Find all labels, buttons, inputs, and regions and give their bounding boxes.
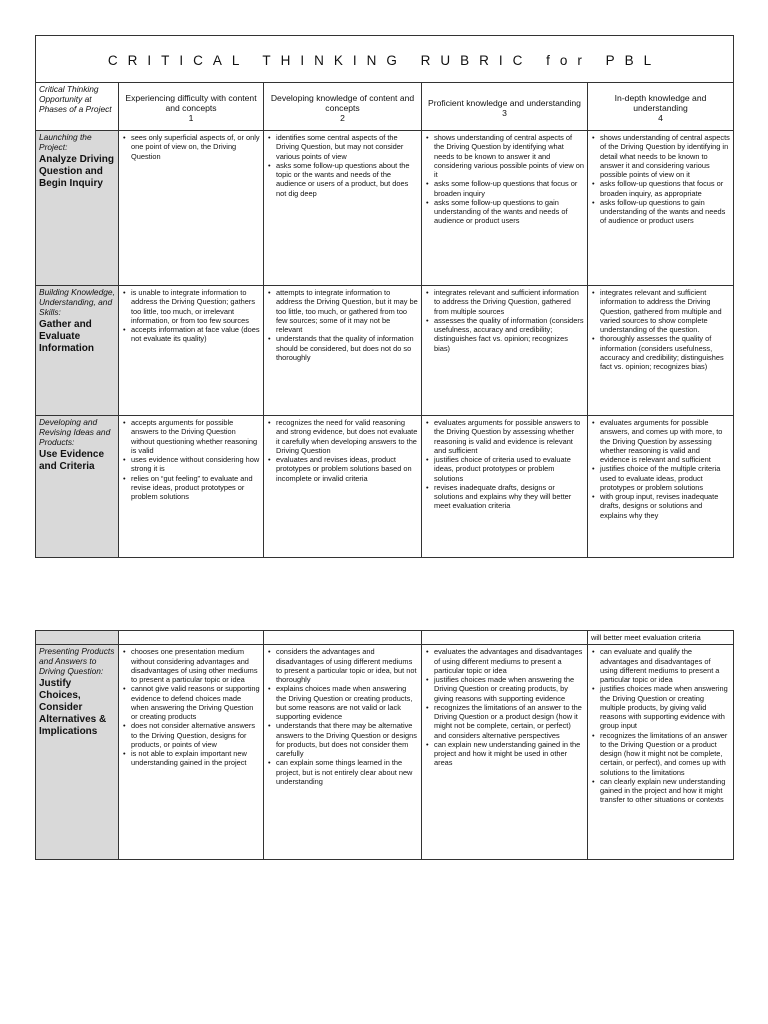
phase-cell — [36, 131, 119, 286]
level-1-cell — [119, 416, 264, 558]
level-desc: Proficient knowledge and understanding — [428, 97, 581, 108]
criterion-item: • justifies choices made when answering the Driving Question or creating multiple products, by giving valid reasons with supporting evidence with group input — [600, 684, 730, 730]
phase-cell — [36, 416, 119, 558]
phase-label: Presenting Products and Answers to Driving Question: — [39, 646, 115, 677]
level-num: 3 — [502, 108, 507, 118]
criterion-item: • uses evidence without considering how strong it is — [131, 455, 260, 474]
criterion-item: • evaluates arguments for possible answers to the Driving Question by assessing whether reasoning is valid and evidence is relevant and sufficient — [434, 418, 584, 455]
header-row — [36, 83, 734, 131]
phase-skill: Analyze Driving Question and Begin Inquiry — [39, 153, 115, 189]
level-num: 2 — [340, 113, 345, 124]
criterion-item: • cannot give valid reasons or supporting evidence to defend choices made when answering the Driving Question or creating products — [131, 684, 260, 721]
level-3-cell-empty — [422, 631, 588, 645]
rubric-row-building — [36, 286, 734, 416]
criterion-item: • with group input, revises inadequate drafts, designs or solutions and explains why they — [600, 492, 730, 520]
criterion-item: • can explain some things learned in the project, but is not entirely clear about new understanding — [276, 758, 418, 786]
level-header-4 — [588, 83, 734, 131]
phase-cell — [36, 645, 119, 860]
criterion-item: • does not consider alternative answers to the Driving Question, designs for products, or points of view — [131, 721, 260, 749]
criterion-item: • evaluates the advantages and disadvantages of using different mediums to present a particular topic or idea — [434, 647, 584, 675]
level-1-cell — [119, 286, 264, 416]
criterion-item: • recognizes the limitations of an answer to the Driving Question or a product design (how it might not be complete, certain, or perfect) and considers alternative perspectives — [434, 703, 584, 740]
phase-skill: Use Evidence and Criteria — [39, 448, 105, 472]
phase-label: Developing and Revising Ideas and Products: — [39, 417, 111, 447]
criterion-item: • understands that there may be alternative answers to the Driving Question or designs for products, but does not consider them carefully — [276, 721, 418, 758]
criterion-item: • accepts information at face value (does not evaluate its quality) — [131, 325, 260, 344]
criterion-item: • asks some follow-up questions that focus or broaden inquiry — [434, 179, 584, 198]
phase-cell — [36, 286, 119, 416]
rubric-table-page1 — [35, 35, 734, 558]
criterion-item: • asks follow-up questions that focus or broaden inquiry, as appropriate — [600, 179, 730, 198]
level-3-cell — [422, 286, 588, 416]
criterion-item: • recognizes the need for valid reasoning and strong evidence, but does not evaluate it carefully when developing answers to the Driving Question — [276, 418, 418, 455]
criterion-item: • evaluates and revises ideas, product prototypes or problem solutions based on incomplete or invalid criteria — [276, 455, 418, 483]
criterion-item: • attempts to integrate information to address the Driving Question, but it may be too little, too much, or gathered from too few sources; some of it may not be relevant — [276, 288, 418, 334]
level-3-cell — [422, 131, 588, 286]
criterion-item: • can explain new understanding gained in the project and how it might be used in other areas — [434, 740, 584, 768]
level-4-cell — [588, 645, 734, 860]
criterion-item: • recognizes the limitations of an answer to the Driving Question or a product design (how it might not be complete, certain, or perfect), and comes up with solutions to the limitations — [600, 731, 730, 777]
criterion-item: • justifies choice of criteria used to evaluate ideas, product prototypes or problem solutions — [434, 455, 584, 483]
level-4-cell — [588, 131, 734, 286]
rubric-row-launching — [36, 131, 734, 286]
level-header-3 — [422, 83, 588, 131]
criterion-item: • shows understanding of central aspects of the Driving Question by identifying in detail what needs to be known to answer it and considering various possible points of view on it — [600, 133, 730, 179]
phase-cell-empty — [36, 631, 119, 645]
criterion-item: • understands that the quality of information should be considered, but does not do so thoroughly — [276, 334, 418, 362]
level-4-cell — [588, 286, 734, 416]
criterion-item: • justifies choices made when answering the Driving Question or creating products, by giving reasons with supporting evidence — [434, 675, 584, 703]
rubric-row-presenting — [36, 645, 734, 860]
criterion-item: • asks some follow-up questions about the topic or the wants and needs of the audience or users of a product, but does not dig deep — [276, 161, 418, 198]
rubric-row-developing — [36, 416, 734, 558]
level-desc: Experiencing difficulty with content and concepts — [125, 92, 257, 113]
criterion-item: • asks some follow-up questions to gain understanding of the wants and needs of audience or product users — [434, 198, 584, 226]
continuation-row — [36, 631, 734, 645]
rubric-table-page2 — [35, 630, 734, 860]
criterion-item: • justifies choice of the multiple criteria used to evaluate ideas, product prototypes or problem solutions — [600, 464, 730, 492]
level-4-cell — [588, 416, 734, 558]
criterion-item: • integrates relevant and sufficient information to address the Driving Question, gathered from multiple sources — [434, 288, 584, 316]
level-2-cell — [264, 131, 422, 286]
criterion-item: • assesses the quality of information (considers usefulness, accuracy and credibility; distinguishes fact vs. opinion; recognizes bias) — [434, 316, 584, 353]
criterion-item: • integrates relevant and sufficient information to address the Driving Question, gathered from multiple and varied sources to show complete understanding of the question. — [600, 288, 730, 334]
continuation-text: will better meet evaluation criteria — [588, 631, 734, 645]
criterion-item: • revises inadequate drafts, designs or solutions and explains why they will better meet evaluation criteria — [434, 483, 584, 511]
level-header-1 — [119, 83, 264, 131]
level-2-cell — [264, 286, 422, 416]
criterion-item: • is unable to integrate information to address the Driving Question; gathers too little, too much, or irrelevant information, or from too few sources — [131, 288, 260, 325]
criterion-item: • sees only superficial aspects of, or only one point of view on, the Driving Question — [131, 133, 260, 161]
level-num: 1 — [188, 113, 194, 124]
criterion-item: • can evaluate and qualify the advantages and disadvantages of using different mediums to present a particular topic or idea — [600, 647, 730, 684]
level-2-cell-empty — [264, 631, 422, 645]
criterion-item: • identifies some central aspects of the Driving Question, but may not consider various points of view — [276, 133, 418, 161]
level-header-2 — [264, 83, 422, 131]
criterion-item: • accepts arguments for possible answers to the Driving Question without questioning whether reasoning is valid — [131, 418, 260, 455]
level-3-cell — [422, 645, 588, 860]
level-2-cell — [264, 416, 422, 558]
rubric-title: CRITICAL THINKING RUBRIC for PBL — [36, 36, 734, 83]
level-2-cell — [264, 645, 422, 860]
level-desc: Developing knowledge of content and concepts — [270, 92, 415, 113]
criterion-item: • can clearly explain new understanding gained in the project and how it might transfer to other situations or contexts — [600, 777, 730, 805]
phase-label: Building Knowledge, Understanding, and Skills: — [39, 287, 115, 317]
criterion-item: • is not able to explain important new understanding gained in the project — [131, 749, 260, 768]
title-row — [36, 36, 734, 83]
level-num: 4 — [658, 113, 663, 124]
phase-skill: Gather and Evaluate Information — [39, 318, 94, 354]
criterion-item: • relies on “gut feeling” to evaluate and revise ideas, product prototypes or problem solutions — [131, 474, 260, 502]
phase-skill: Justify Choices, Consider Alternatives & Implications — [39, 677, 107, 737]
level-1-cell — [119, 645, 264, 860]
phase-column-header: Critical Thinking Opportunity at Phases of a Project — [36, 83, 119, 131]
phase-label: Launching the Project: — [39, 132, 92, 152]
criterion-item: • chooses one presentation medium without considering advantages and disadvantages of using other mediums to present a particular topic or idea — [131, 647, 260, 684]
criterion-item: • evaluates arguments for possible answers, and comes up with more, to the Driving Question by assessing whether reasoning is valid and evidence is relevant and sufficient — [600, 418, 730, 464]
level-desc: In-depth knowledge and understanding — [614, 92, 707, 113]
criterion-item: • considers the advantages and disadvantages of using different mediums to present a particular topic or idea, but not thoroughly — [276, 647, 418, 684]
criterion-item: • thoroughly assesses the quality of information (considers usefulness, accuracy and credibility; distinguishes fact vs. opinion; recognizes bias) — [600, 334, 730, 371]
criterion-item: • shows understanding of central aspects of the Driving Question by identifying what needs to be known to answer it and considering various possible points of view on it — [434, 133, 584, 179]
level-3-cell — [422, 416, 588, 558]
criterion-item: • asks follow-up questions to gain understanding of the wants and needs of audience or product users — [600, 198, 730, 226]
criterion-item: • explains choices made when answering the Driving Question or creating products, but some reasons are not valid or lack supporting evidence — [276, 684, 418, 721]
level-1-cell — [119, 131, 264, 286]
level-1-cell-empty — [119, 631, 264, 645]
